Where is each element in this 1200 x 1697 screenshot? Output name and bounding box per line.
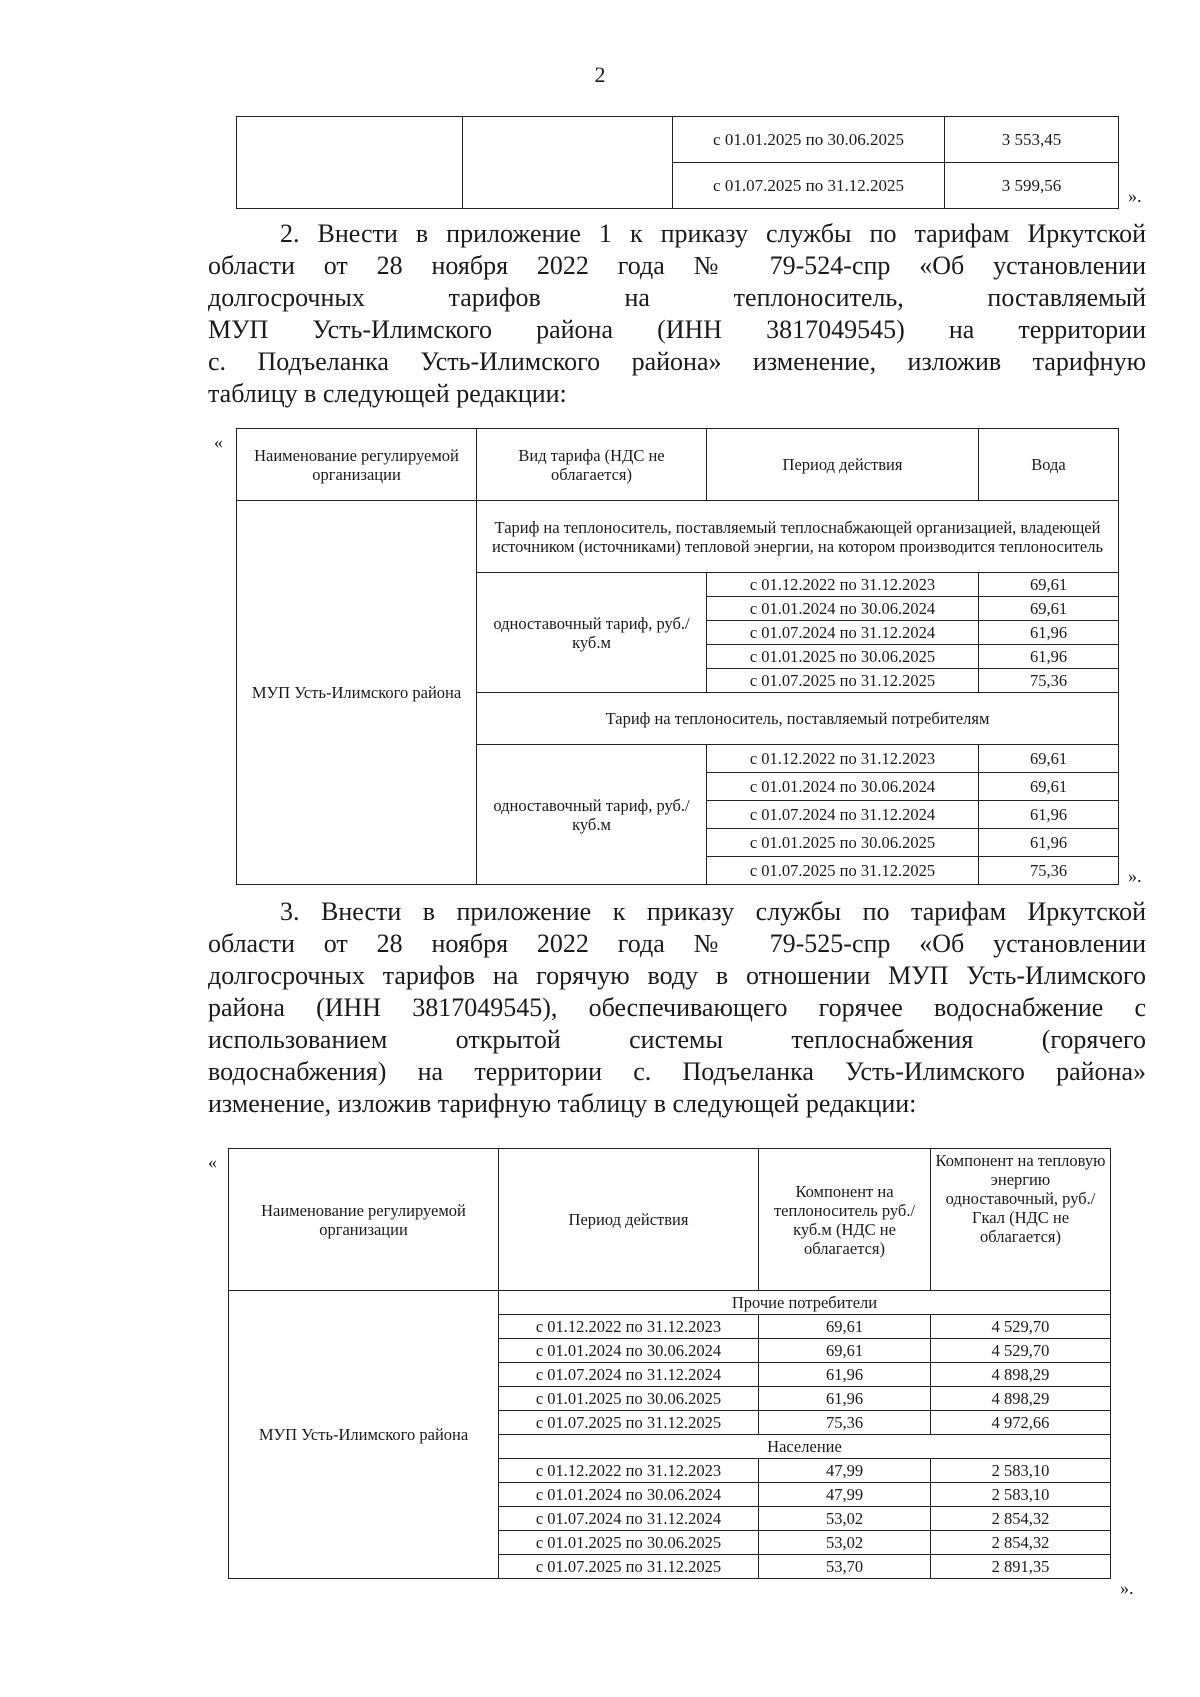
organization-cell: МУП Усть-Илимского района (229, 1291, 499, 1579)
value-cell: 61,96 (979, 645, 1119, 669)
paragraph-2 (208, 218, 1146, 410)
carrier-cell: 69,61 (759, 1339, 931, 1363)
header-water: Вода (979, 429, 1119, 501)
period-cell: с 01.01.2025 по 30.06.2025 (707, 645, 979, 669)
value-cell: 61,96 (979, 621, 1119, 645)
value-cell: 75,36 (979, 857, 1119, 885)
closing-quote: ». (1128, 866, 1142, 886)
value-cell: 69,61 (979, 597, 1119, 621)
value-cell: 61,96 (979, 829, 1119, 857)
period-cell: с 01.01.2024 по 30.06.2024 (499, 1339, 759, 1363)
paragraph-line: 3. Внести в приложение к приказу службы по тарифам Иркутской (280, 897, 1146, 926)
carrier-cell: 69,61 (759, 1315, 931, 1339)
carrier-cell: 47,99 (759, 1459, 931, 1483)
period-cell: с 01.07.2025 по 31.12.2025 (499, 1555, 759, 1579)
table-header-row (237, 429, 1119, 501)
period-cell: с 01.12.2022 по 31.12.2023 (499, 1315, 759, 1339)
paragraph-3 (208, 896, 1146, 1120)
table-header-row (229, 1149, 1111, 1291)
section-title: Население (499, 1435, 1111, 1459)
paragraph-line: МУП Усть-Илимского района (ИНН 3817049545) на территории (208, 315, 1146, 344)
tariff-type-cell: одноставочный тариф, руб./куб.м (477, 573, 707, 693)
period-cell: с 01.07.2024 по 31.12.2024 (499, 1507, 759, 1531)
header-org: Наименование регулируемой организации (229, 1149, 499, 1291)
value-cell: 75,36 (979, 669, 1119, 693)
paragraph-line: 2. Внести в приложение 1 к приказу службы по тарифам Иркутской (280, 219, 1146, 248)
energy-cell: 4 529,70 (931, 1339, 1111, 1363)
energy-cell: 4 898,29 (931, 1363, 1111, 1387)
closing-quote: ». (1128, 186, 1142, 206)
header-tariff-type: Вид тарифа (НДС не облагается) (477, 429, 707, 501)
period-cell: с 01.12.2022 по 31.12.2023 (707, 573, 979, 597)
section-title: Тариф на теплоноситель, поставляемый теплоснабжающей организацией, владеющей источником (источниками) тепловой энергии, на котором производится теплоноситель (477, 501, 1119, 573)
period-cell: с 01.01.2025 по 30.06.2025 (499, 1531, 759, 1555)
period-cell: с 01.07.2025 по 31.12.2025 (673, 163, 945, 209)
paragraph-line: долгосрочных тарифов на теплоноситель, поставляемый (208, 283, 1146, 312)
energy-cell: 4 972,66 (931, 1411, 1111, 1435)
page-number: 2 (594, 62, 606, 87)
energy-cell: 2 891,35 (931, 1555, 1111, 1579)
paragraph-line: использованием открытой системы теплоснабжения (горячего (208, 1025, 1146, 1054)
energy-cell: 2 854,32 (931, 1507, 1111, 1531)
paragraph-line: области от 28 ноября 2022 года № 79-524-спр «Об установлении (208, 251, 1146, 280)
closing-quote: ». (1120, 1578, 1134, 1598)
period-cell: с 01.01.2024 по 30.06.2024 (707, 773, 979, 801)
period-cell: с 01.01.2025 по 30.06.2025 (707, 829, 979, 857)
tariff-table-continuation (236, 116, 1119, 209)
header-energy-component: Компонент на тепловую энергию одноставочный, руб./Гкал (НДС не облагается) (931, 1149, 1111, 1291)
period-cell: с 01.01.2025 по 30.06.2025 (673, 117, 945, 163)
table-cell (463, 117, 673, 209)
energy-cell: 2 583,10 (931, 1459, 1111, 1483)
opening-quote: « (208, 1152, 217, 1172)
period-cell: с 01.07.2025 по 31.12.2025 (707, 857, 979, 885)
paragraph-line: изменение, изложив тарифную таблицу в следующей редакции: (208, 1089, 917, 1118)
hot-water-tariff-table (228, 1148, 1111, 1579)
carrier-cell: 47,99 (759, 1483, 931, 1507)
period-cell: с 01.07.2025 по 31.12.2025 (499, 1411, 759, 1435)
value-cell: 61,96 (979, 801, 1119, 829)
value-cell: 3 599,56 (945, 163, 1119, 209)
opening-quote: « (214, 432, 223, 452)
energy-cell: 4 898,29 (931, 1387, 1111, 1411)
organization-cell: МУП Усть-Илимского района (237, 501, 477, 885)
period-cell: с 01.01.2025 по 30.06.2025 (499, 1387, 759, 1411)
tariff-type-cell: одноставочный тариф, руб./куб.м (477, 745, 707, 885)
period-cell: с 01.12.2022 по 31.12.2023 (707, 745, 979, 773)
carrier-cell: 75,36 (759, 1411, 931, 1435)
period-cell: с 01.01.2024 по 30.06.2024 (707, 597, 979, 621)
energy-cell: 2 854,32 (931, 1531, 1111, 1555)
coolant-tariff-table (236, 428, 1119, 885)
carrier-cell: 53,02 (759, 1531, 931, 1555)
table-cell (237, 117, 463, 209)
paragraph-line: области от 28 ноября 2022 года № 79-525-спр «Об установлении (208, 929, 1146, 958)
paragraph-line: водоснабжения) на территории с. Подъеланка Усть-Илимского района» (208, 1057, 1146, 1086)
value-cell: 3 553,45 (945, 117, 1119, 163)
period-cell: с 01.07.2024 по 31.12.2024 (707, 621, 979, 645)
header-carrier-component: Компонент на теплоноситель руб./куб.м (НДС не облагается) (759, 1149, 931, 1291)
paragraph-line: с. Подъеланка Усть-Илимского района» изменение, изложив тарифную (208, 347, 1146, 376)
period-cell: с 01.07.2024 по 31.12.2024 (499, 1363, 759, 1387)
section-title-row (237, 501, 1119, 573)
period-cell: с 01.07.2024 по 31.12.2024 (707, 801, 979, 829)
header-period: Период действия (499, 1149, 759, 1291)
value-cell: 69,61 (979, 573, 1119, 597)
carrier-cell: 61,96 (759, 1363, 931, 1387)
section-title-row (229, 1291, 1111, 1315)
carrier-cell: 53,02 (759, 1507, 931, 1531)
table-row (237, 117, 1119, 163)
header-org: Наименование регулируемой организации (237, 429, 477, 501)
period-cell: с 01.07.2025 по 31.12.2025 (707, 669, 979, 693)
section-title: Тариф на теплоноситель, поставляемый потребителям (477, 693, 1119, 745)
period-cell: с 01.12.2022 по 31.12.2023 (499, 1459, 759, 1483)
value-cell: 69,61 (979, 745, 1119, 773)
energy-cell: 4 529,70 (931, 1315, 1111, 1339)
header-period: Период действия (707, 429, 979, 501)
period-cell: с 01.01.2024 по 30.06.2024 (499, 1483, 759, 1507)
section-title: Прочие потребители (499, 1291, 1111, 1315)
paragraph-line: района (ИНН 3817049545), обеспечивающего горячее водоснабжение с (208, 993, 1146, 1022)
value-cell: 69,61 (979, 773, 1119, 801)
energy-cell: 2 583,10 (931, 1483, 1111, 1507)
carrier-cell: 53,70 (759, 1555, 931, 1579)
paragraph-line: таблицу в следующей редакции: (208, 379, 567, 408)
carrier-cell: 61,96 (759, 1387, 931, 1411)
paragraph-line: долгосрочных тарифов на горячую воду в отношении МУП Усть-Илимского (208, 961, 1146, 990)
